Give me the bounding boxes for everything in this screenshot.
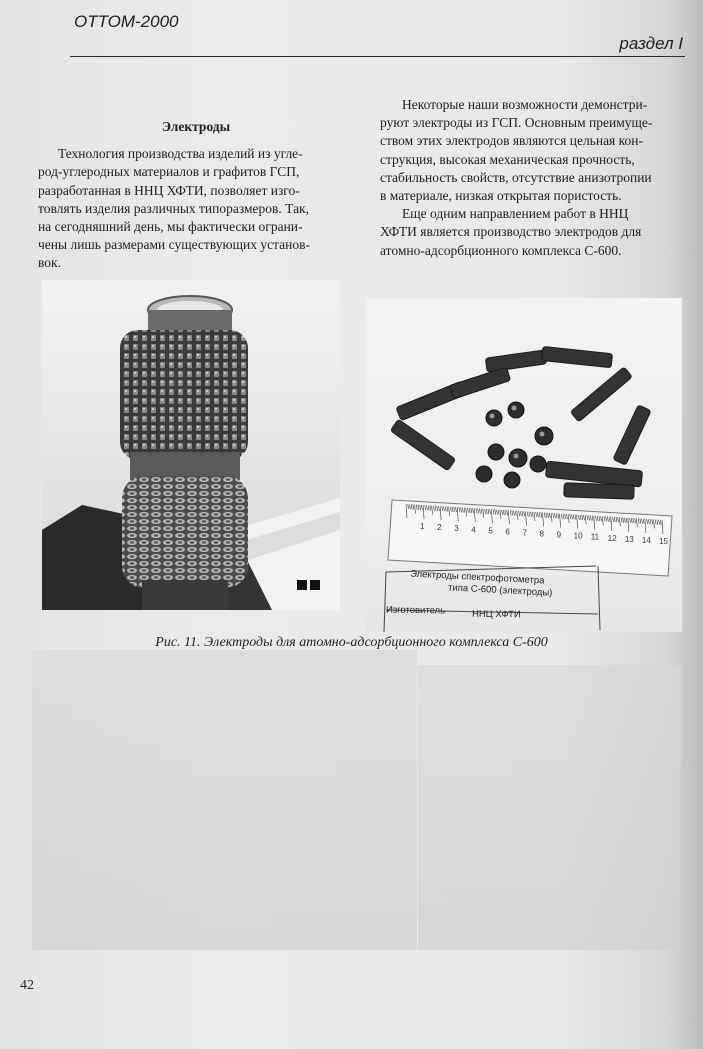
stacked-electrodes-photo: [42, 280, 340, 610]
right-paragraph-1: [380, 96, 680, 114]
electrodes-with-ruler-photo: [366, 298, 682, 632]
ruler-number: 15: [659, 537, 668, 546]
ruler-number: 2: [437, 523, 442, 533]
label-line-2: типа С-600 (электроды): [447, 582, 553, 599]
stacked-electrodes-drawing: [42, 280, 340, 610]
electrode-tip: [486, 410, 502, 426]
electrode-tip: [488, 444, 504, 460]
text-line: Еще одним направлением работ в ННЦ: [402, 206, 629, 222]
ruler-number: 6: [505, 527, 510, 537]
text-line: разработанная в ННЦ ХФТИ, позволяет изго-: [38, 182, 300, 198]
text-line: вок.: [38, 255, 61, 271]
text-line: в материале, низкая открытая пористость.: [380, 188, 622, 204]
ruler-number: 8: [539, 529, 544, 539]
section-title: Электроды: [161, 119, 231, 134]
text-line: руют электроды из ГСП. Основным преимуще-: [380, 115, 653, 131]
page-number: 42: [20, 978, 34, 993]
electrode: [613, 405, 651, 465]
ruler-number: 4: [471, 525, 476, 535]
text-line: товлять изделия различных типоразмеров. Так,: [38, 200, 309, 216]
ruler-number: 1: [420, 522, 425, 532]
ruler-number: 13: [624, 534, 634, 544]
right-text-column: [380, 96, 680, 260]
bleed-through-text: [180, 32, 185, 48]
text-line: струкция, высокая механическая прочность,: [380, 151, 635, 167]
lower-electrode-stack: [122, 476, 248, 588]
text-line: ством этих электродов являются цельная кон-: [380, 133, 643, 149]
text-line: род-углеродных материалов и графитов ГСП,: [38, 164, 300, 180]
section-header: раздел I: [619, 34, 683, 53]
electrode-tip: [504, 472, 520, 488]
text-line: Технология производства изделий из угле-: [58, 146, 303, 162]
ruler-number: 11: [590, 532, 600, 542]
journal-header: ОТТОМ-2000: [74, 12, 179, 31]
ruler-number: 3: [454, 524, 459, 534]
right-paragraph-2: [380, 205, 680, 223]
ruler-number: 9: [556, 530, 562, 540]
ruler-number: 10: [573, 531, 583, 541]
electrode: [570, 367, 632, 422]
device-button: [297, 580, 307, 590]
header-rule: [70, 56, 685, 57]
electrode-tip: [508, 402, 524, 418]
electrode: [564, 483, 634, 499]
electrode-tip: [509, 449, 527, 467]
faded-bleed-photo: [32, 650, 417, 950]
label-maker-caption: Изготовитель: [385, 604, 446, 617]
electrode: [541, 346, 612, 367]
figure-caption: Рис. 11. Электроды для атомно-адсорбционного комплекса С-600: [155, 635, 548, 650]
ruler-number: 14: [641, 535, 651, 545]
faded-bleed-photo: [418, 665, 681, 950]
electrode-tip: [535, 427, 553, 445]
electrode: [390, 419, 455, 471]
electrode: [449, 367, 510, 399]
upper-electrode-stack: [120, 330, 248, 460]
text-line: на сегодняшний день, мы фактически ограни-: [38, 219, 303, 235]
device-button: [310, 580, 320, 590]
label-maker: ННЦ ХФТИ: [471, 608, 521, 621]
electrode: [545, 461, 642, 487]
text-line: чены лишь размерами существующих установ-: [38, 237, 310, 253]
ruler-number: 5: [488, 526, 493, 536]
text-line: атомно-адсорбционного комплекса С-600.: [380, 242, 622, 258]
left-text-column: [38, 118, 354, 273]
left-paragraph: [38, 145, 354, 163]
electrode: [485, 350, 546, 372]
text-line: Некоторые наши возможности демонстри-: [402, 97, 648, 112]
ruler-number: 12: [607, 533, 617, 543]
electrode-tip: [476, 466, 492, 482]
product-label: [382, 564, 594, 626]
text-line: стабильность свойств, отсутствие анизотропии: [380, 169, 652, 185]
label-line-1: Электроды спектрофотометра: [409, 568, 545, 587]
text-line: ХФТИ является производство электродов для: [380, 224, 642, 240]
electrode-tip: [530, 456, 546, 472]
ruler-number: 7: [522, 528, 527, 538]
